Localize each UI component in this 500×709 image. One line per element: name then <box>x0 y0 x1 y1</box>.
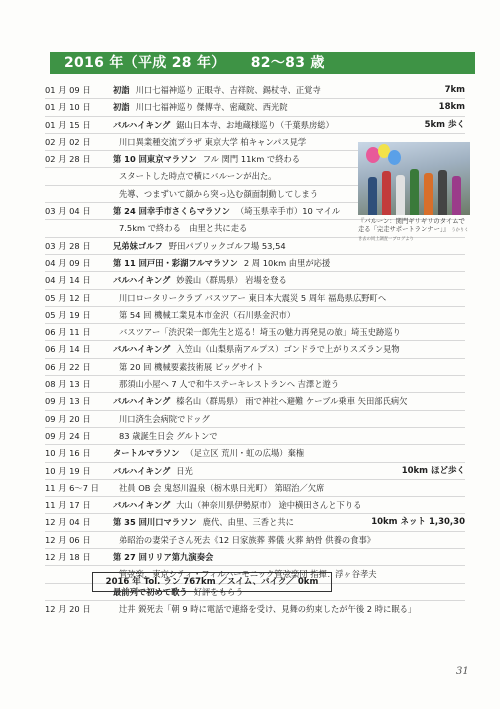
activity-row <box>45 272 465 289</box>
activity-date: 09 月 24 日 <box>45 430 91 441</box>
runner-figure <box>424 173 433 215</box>
activity-title: バルハイキング <box>113 119 171 130</box>
activity-date: 02 月 02 日 <box>45 136 91 147</box>
activity-distance: 7km <box>444 85 465 95</box>
activity-detail: 川口済生会病院でドッグ <box>119 413 210 424</box>
photo-caption-source: うかりくき去の同上調査一ブログより <box>358 228 469 243</box>
activity-row <box>45 480 465 497</box>
activity-date: 09 月 20 日 <box>45 413 91 424</box>
photo-caption <box>358 218 470 245</box>
activity-title: 初詣 <box>113 85 130 95</box>
activity-row <box>45 411 465 428</box>
activity-date: 12 月 18 日 <box>45 552 91 563</box>
activity-date: 01 月 09 日 <box>45 85 91 95</box>
activity-distance: 18km <box>438 102 465 113</box>
activity-detail: スタートした時点で横にバルーンが出た。 <box>119 171 277 182</box>
activity-description <box>113 514 294 531</box>
activity-description <box>113 497 361 514</box>
runner-figure <box>410 169 419 215</box>
activity-detail: バスツアー「渋沢栄一郎先生と巡る！埼玉の魅力再発見の旅」埼玉史跡巡り <box>119 327 401 338</box>
activity-row <box>45 532 465 549</box>
runner-figure <box>452 176 461 215</box>
activity-date: 04 月 14 日 <box>45 275 91 286</box>
activity-detail: 入笠山（山梨県南アルプス）ゴンドラで上がりスズラン見物 <box>176 344 400 355</box>
activity-detail: 83 歳誕生日会 グルトンで <box>119 430 218 441</box>
activity-detail: 妙義山（群馬県） 岩場を登る <box>176 275 287 286</box>
page-number: 31 <box>456 666 469 677</box>
activity-row <box>45 324 465 341</box>
activity-description <box>113 255 330 272</box>
runner-figure <box>438 170 447 215</box>
activity-detail: 7.5km で終わる 由里と共に走る <box>119 223 248 234</box>
activity-date: 05 月 12 日 <box>45 292 91 303</box>
activity-row <box>45 601 465 618</box>
activity-date: 02 月 28 日 <box>45 154 91 165</box>
activity-detail: 好評をもらう <box>193 586 244 597</box>
activity-description <box>113 168 276 185</box>
activity-description <box>113 393 407 410</box>
activity-description <box>113 186 318 203</box>
activity-description <box>113 411 210 428</box>
activity-date: 03 月 04 日 <box>45 206 91 217</box>
activity-title: バルハイキング <box>113 275 171 286</box>
activity-detail: （足立区 荒川・虹の広場）棄権 <box>185 448 305 459</box>
activity-row <box>45 255 465 272</box>
activity-date: 03 月 28 日 <box>45 240 91 251</box>
activity-title: 第 11 回戸田・彩湖フルマラソン <box>113 257 238 268</box>
activity-detail: 第 54 回 機械工業見本市金沢（石川県金沢市） <box>119 309 296 320</box>
activity-title: 最前列で初めて歌う <box>113 586 188 597</box>
runner-figure <box>368 177 377 215</box>
activity-date: 12 月 04 日 <box>45 517 91 528</box>
activity-detail: 弟昭治の妻栄子さん死去《12 日家族葬 葬儀 火葬 納骨 供養の食事》 <box>119 534 376 545</box>
activity-detail: フル 関門 11km で終わる <box>202 154 301 165</box>
activity-description <box>113 463 193 480</box>
activity-date: 06 月 11 日 <box>45 327 91 338</box>
activity-description <box>113 480 324 497</box>
balloon-decoration <box>388 150 401 165</box>
activity-description <box>113 272 287 289</box>
activity-description <box>113 238 286 255</box>
runner-figure <box>396 175 405 215</box>
activity-description <box>113 341 400 358</box>
activity-description <box>113 428 218 445</box>
activity-date: 06 月 22 日 <box>45 361 91 372</box>
activity-description <box>113 307 295 324</box>
activity-row <box>45 359 465 376</box>
activity-detail: 大山（神奈川県伊勢原市） 途中横田さんと下りる <box>176 500 362 511</box>
activity-title: タートルマラソン <box>113 448 180 459</box>
activity-description <box>113 82 321 99</box>
activity-detail: 鋸山日本寺、お地蔵様巡り（千葉県房総） <box>176 119 334 130</box>
runner-figure <box>382 171 391 215</box>
header-year: 2016 年（平成 28 年） <box>64 55 226 71</box>
yearly-total: 2016 年 Tol. ラン 767km ／スイム、バイク／ 0km <box>92 572 332 592</box>
activity-description <box>113 601 416 618</box>
activity-description <box>113 290 386 307</box>
activity-description <box>113 134 306 151</box>
header-age: 82～83 歳 <box>250 55 325 71</box>
activity-row <box>45 307 465 324</box>
activity-detail: 辻井 鋭死去「朝 9 時に電話で連絡を受け、見舞の約束したが午後 2 時に眠る」 <box>119 603 417 614</box>
activity-description <box>113 445 304 462</box>
activity-detail: （埼玉県幸手市）10 マイル <box>235 206 341 217</box>
activity-row <box>45 428 465 445</box>
activity-detail: 日光 <box>176 465 193 476</box>
activity-description <box>113 549 219 566</box>
activity-detail: 榛名山（群馬県） 雨で神社へ避難 ケーブル乗車 矢田部氏病欠 <box>176 396 408 407</box>
activity-date: 05 月 19 日 <box>45 309 91 320</box>
activity-date: 09 月 13 日 <box>45 396 91 407</box>
activity-detail: 那須山小屋へ 7 人で和牛ステーキレストランへ 吉澤と遊う <box>119 379 340 390</box>
activity-title: 第 10 回東京マラソン <box>113 154 197 165</box>
activity-title: バルハイキング <box>113 396 171 407</box>
activity-title: 初詣 <box>113 102 130 113</box>
activity-row <box>45 376 465 393</box>
activity-date: 12 月 20 日 <box>45 603 91 614</box>
activity-date: 01 月 10 日 <box>45 102 91 113</box>
marathon-photo <box>358 142 470 215</box>
activity-title: バルハイキング <box>113 500 171 511</box>
activity-date: 01 月 15 日 <box>45 119 91 130</box>
activity-description <box>113 324 401 341</box>
activity-title: 兄弟妹ゴルフ <box>113 240 163 251</box>
activity-title: 第 27 回リリア第九演奏会 <box>113 552 214 563</box>
activity-date: 04 月 09 日 <box>45 257 91 268</box>
activity-detail: 野田パブリックゴルフ場 53,54 <box>168 240 286 251</box>
activity-title: バルハイキング <box>113 344 171 355</box>
activity-description <box>113 203 340 220</box>
activity-row <box>45 463 465 480</box>
activity-description <box>113 99 288 116</box>
activity-title: バルハイキング <box>113 465 171 476</box>
activity-detail: 川口ロータリークラブ バスツアー 東日本大震災 5 周年 福島県広野町へ <box>119 292 387 303</box>
activity-detail: 第 20 回 機械要素技術展 ビッグサイト <box>119 361 264 372</box>
activity-date: 11 月 6～7 日 <box>45 482 99 493</box>
activity-date: 12 月 06 日 <box>45 534 91 545</box>
activity-description <box>113 117 334 134</box>
activity-description <box>113 532 375 549</box>
activity-detail: 先導、つまずいて顔から突っ込む顔面制動してしまう <box>119 188 319 199</box>
activity-distance: 10km ネット 1,30,30 <box>371 517 465 528</box>
year-header <box>50 52 475 74</box>
activity-distance: 5km 歩く <box>424 119 465 130</box>
activity-row <box>45 117 465 134</box>
activity-detail: 川口七福神巡り 正眼寺、吉祥院、錫杖寺、正覚寺 <box>135 85 321 95</box>
activity-description <box>113 151 300 168</box>
activity-date: 10 月 19 日 <box>45 465 91 476</box>
activity-row <box>45 445 465 462</box>
activity-date: 08 月 13 日 <box>45 379 91 390</box>
activity-title: 第 24 回幸手市さくらマラソン <box>113 206 230 217</box>
activity-row <box>45 497 465 514</box>
activity-detail: 社員 OB 会 鬼怒川温泉（栃木県日光町） 第昭治／欠席 <box>119 482 325 493</box>
activity-detail: 2 周 10km 由里が応援 <box>243 257 331 268</box>
activity-row <box>45 290 465 307</box>
activity-row <box>45 99 465 116</box>
activity-detail: 管弦楽：東京シティ・フィルハーモニック管弦楽団 指揮：浮ヶ谷孝夫 <box>119 569 377 580</box>
activity-description <box>113 220 247 237</box>
activity-row <box>45 82 465 99</box>
activity-distance: 10km ほど歩く <box>401 465 465 476</box>
activity-description <box>113 359 264 376</box>
activity-title: 第 35 回川口マラソン <box>113 517 197 528</box>
activity-detail: 川口異業種交流プラザ 東京大学 柏キャンパス見学 <box>119 136 307 147</box>
activity-row <box>45 549 465 566</box>
activity-row <box>45 393 465 410</box>
activity-row <box>45 341 465 358</box>
photo-caption-text: 『バルーン：関門ギリギリのタイムで走る「完走サポートランナー」』 <box>358 218 465 234</box>
activity-description <box>113 376 339 393</box>
activity-detail: 鹿代、由里、三香と共に <box>202 517 294 528</box>
activity-row <box>45 514 465 531</box>
activity-date: 06 月 14 日 <box>45 344 91 355</box>
activity-date: 10 月 16 日 <box>45 448 91 459</box>
activity-detail: 川口七福神巡り 傑傳寺、密蔵院、西光院 <box>135 102 288 113</box>
activity-date: 11 月 17 日 <box>45 500 91 511</box>
